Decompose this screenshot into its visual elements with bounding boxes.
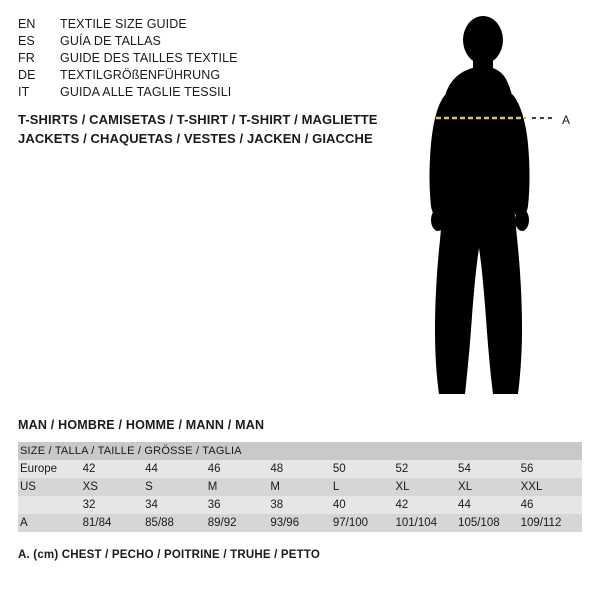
table-header-label: SIZE / TALLA / TAILLE / GRÖSSE / TAGLIA bbox=[18, 442, 582, 460]
table-title-man: MAN / HOMBRE / HOMME / MANN / MAN bbox=[18, 418, 265, 432]
table-cell: 50 bbox=[331, 460, 394, 478]
size-table bbox=[18, 442, 582, 532]
language-guide-block bbox=[18, 16, 388, 101]
language-text: TEXTILE SIZE GUIDE bbox=[60, 17, 187, 31]
table-cell: 81/84 bbox=[81, 514, 144, 532]
table-cell: 52 bbox=[393, 460, 456, 478]
table-cell: 101/104 bbox=[393, 514, 456, 532]
language-code: ES bbox=[18, 34, 35, 48]
male-silhouette-figure bbox=[410, 10, 590, 405]
language-text: GUÍA DE TALLAS bbox=[60, 34, 161, 48]
language-row bbox=[18, 33, 388, 50]
language-row bbox=[18, 16, 388, 33]
language-code: IT bbox=[18, 85, 30, 99]
category-jackets: JACKETS / CHAQUETAS / VESTES / JACKEN / GIACCHE bbox=[18, 131, 373, 146]
table-cell: 46 bbox=[206, 460, 269, 478]
table-cell: 46 bbox=[519, 496, 582, 514]
language-text: GUIDA ALLE TAGLIE TESSILI bbox=[60, 85, 232, 99]
table-row bbox=[18, 514, 582, 532]
language-row bbox=[18, 84, 388, 101]
table-cell: 34 bbox=[143, 496, 206, 514]
chest-footnote: A. (cm) CHEST / PECHO / POITRINE / TRUHE / PETTO bbox=[18, 549, 321, 561]
table-cell: 89/92 bbox=[206, 514, 269, 532]
table-cell: XL bbox=[456, 478, 519, 496]
row-label: US bbox=[18, 478, 81, 496]
table-cell: 38 bbox=[268, 496, 331, 514]
language-row bbox=[18, 67, 388, 84]
table-cell: L bbox=[331, 478, 394, 496]
language-code: FR bbox=[18, 51, 35, 65]
language-code: DE bbox=[18, 68, 36, 82]
table-cell: 56 bbox=[519, 460, 582, 478]
row-label: A bbox=[18, 514, 81, 532]
table-cell: 44 bbox=[143, 460, 206, 478]
table-header-row bbox=[18, 442, 582, 460]
table-row bbox=[18, 478, 582, 496]
table-cell: S bbox=[143, 478, 206, 496]
table-cell: 109/112 bbox=[519, 514, 582, 532]
size-table-wrap bbox=[18, 442, 582, 532]
table-cell: XS bbox=[81, 478, 144, 496]
row-label: Europe bbox=[18, 460, 81, 478]
table-cell: 40 bbox=[331, 496, 394, 514]
table-cell: XL bbox=[393, 478, 456, 496]
table-cell: XXL bbox=[519, 478, 582, 496]
language-row bbox=[18, 50, 388, 67]
silhouette-svg bbox=[410, 10, 590, 405]
language-text: GUIDE DES TAILLES TEXTILE bbox=[60, 51, 238, 65]
table-row bbox=[18, 460, 582, 478]
table-cell: 44 bbox=[456, 496, 519, 514]
table-cell: 105/108 bbox=[456, 514, 519, 532]
table-cell: 54 bbox=[456, 460, 519, 478]
table-cell: 97/100 bbox=[331, 514, 394, 532]
row-label bbox=[18, 496, 81, 514]
table-cell: M bbox=[206, 478, 269, 496]
table-cell: M bbox=[268, 478, 331, 496]
language-code: EN bbox=[18, 17, 36, 31]
table-cell: 42 bbox=[81, 460, 144, 478]
table-cell: 42 bbox=[393, 496, 456, 514]
table-cell: 48 bbox=[268, 460, 331, 478]
table-cell: 36 bbox=[206, 496, 269, 514]
category-block bbox=[18, 110, 418, 148]
table-cell: 32 bbox=[81, 496, 144, 514]
category-tshirts: T-SHIRTS / CAMISETAS / T-SHIRT / T-SHIRT / MAGLIETTE bbox=[18, 112, 378, 127]
table-row bbox=[18, 496, 582, 514]
table-cell: 85/88 bbox=[143, 514, 206, 532]
chest-marker-label: A bbox=[562, 113, 571, 127]
silhouette-shape bbox=[430, 16, 530, 394]
language-text: TEXTILGRÖßENFÜHRUNG bbox=[60, 68, 221, 82]
table-cell: 93/96 bbox=[268, 514, 331, 532]
